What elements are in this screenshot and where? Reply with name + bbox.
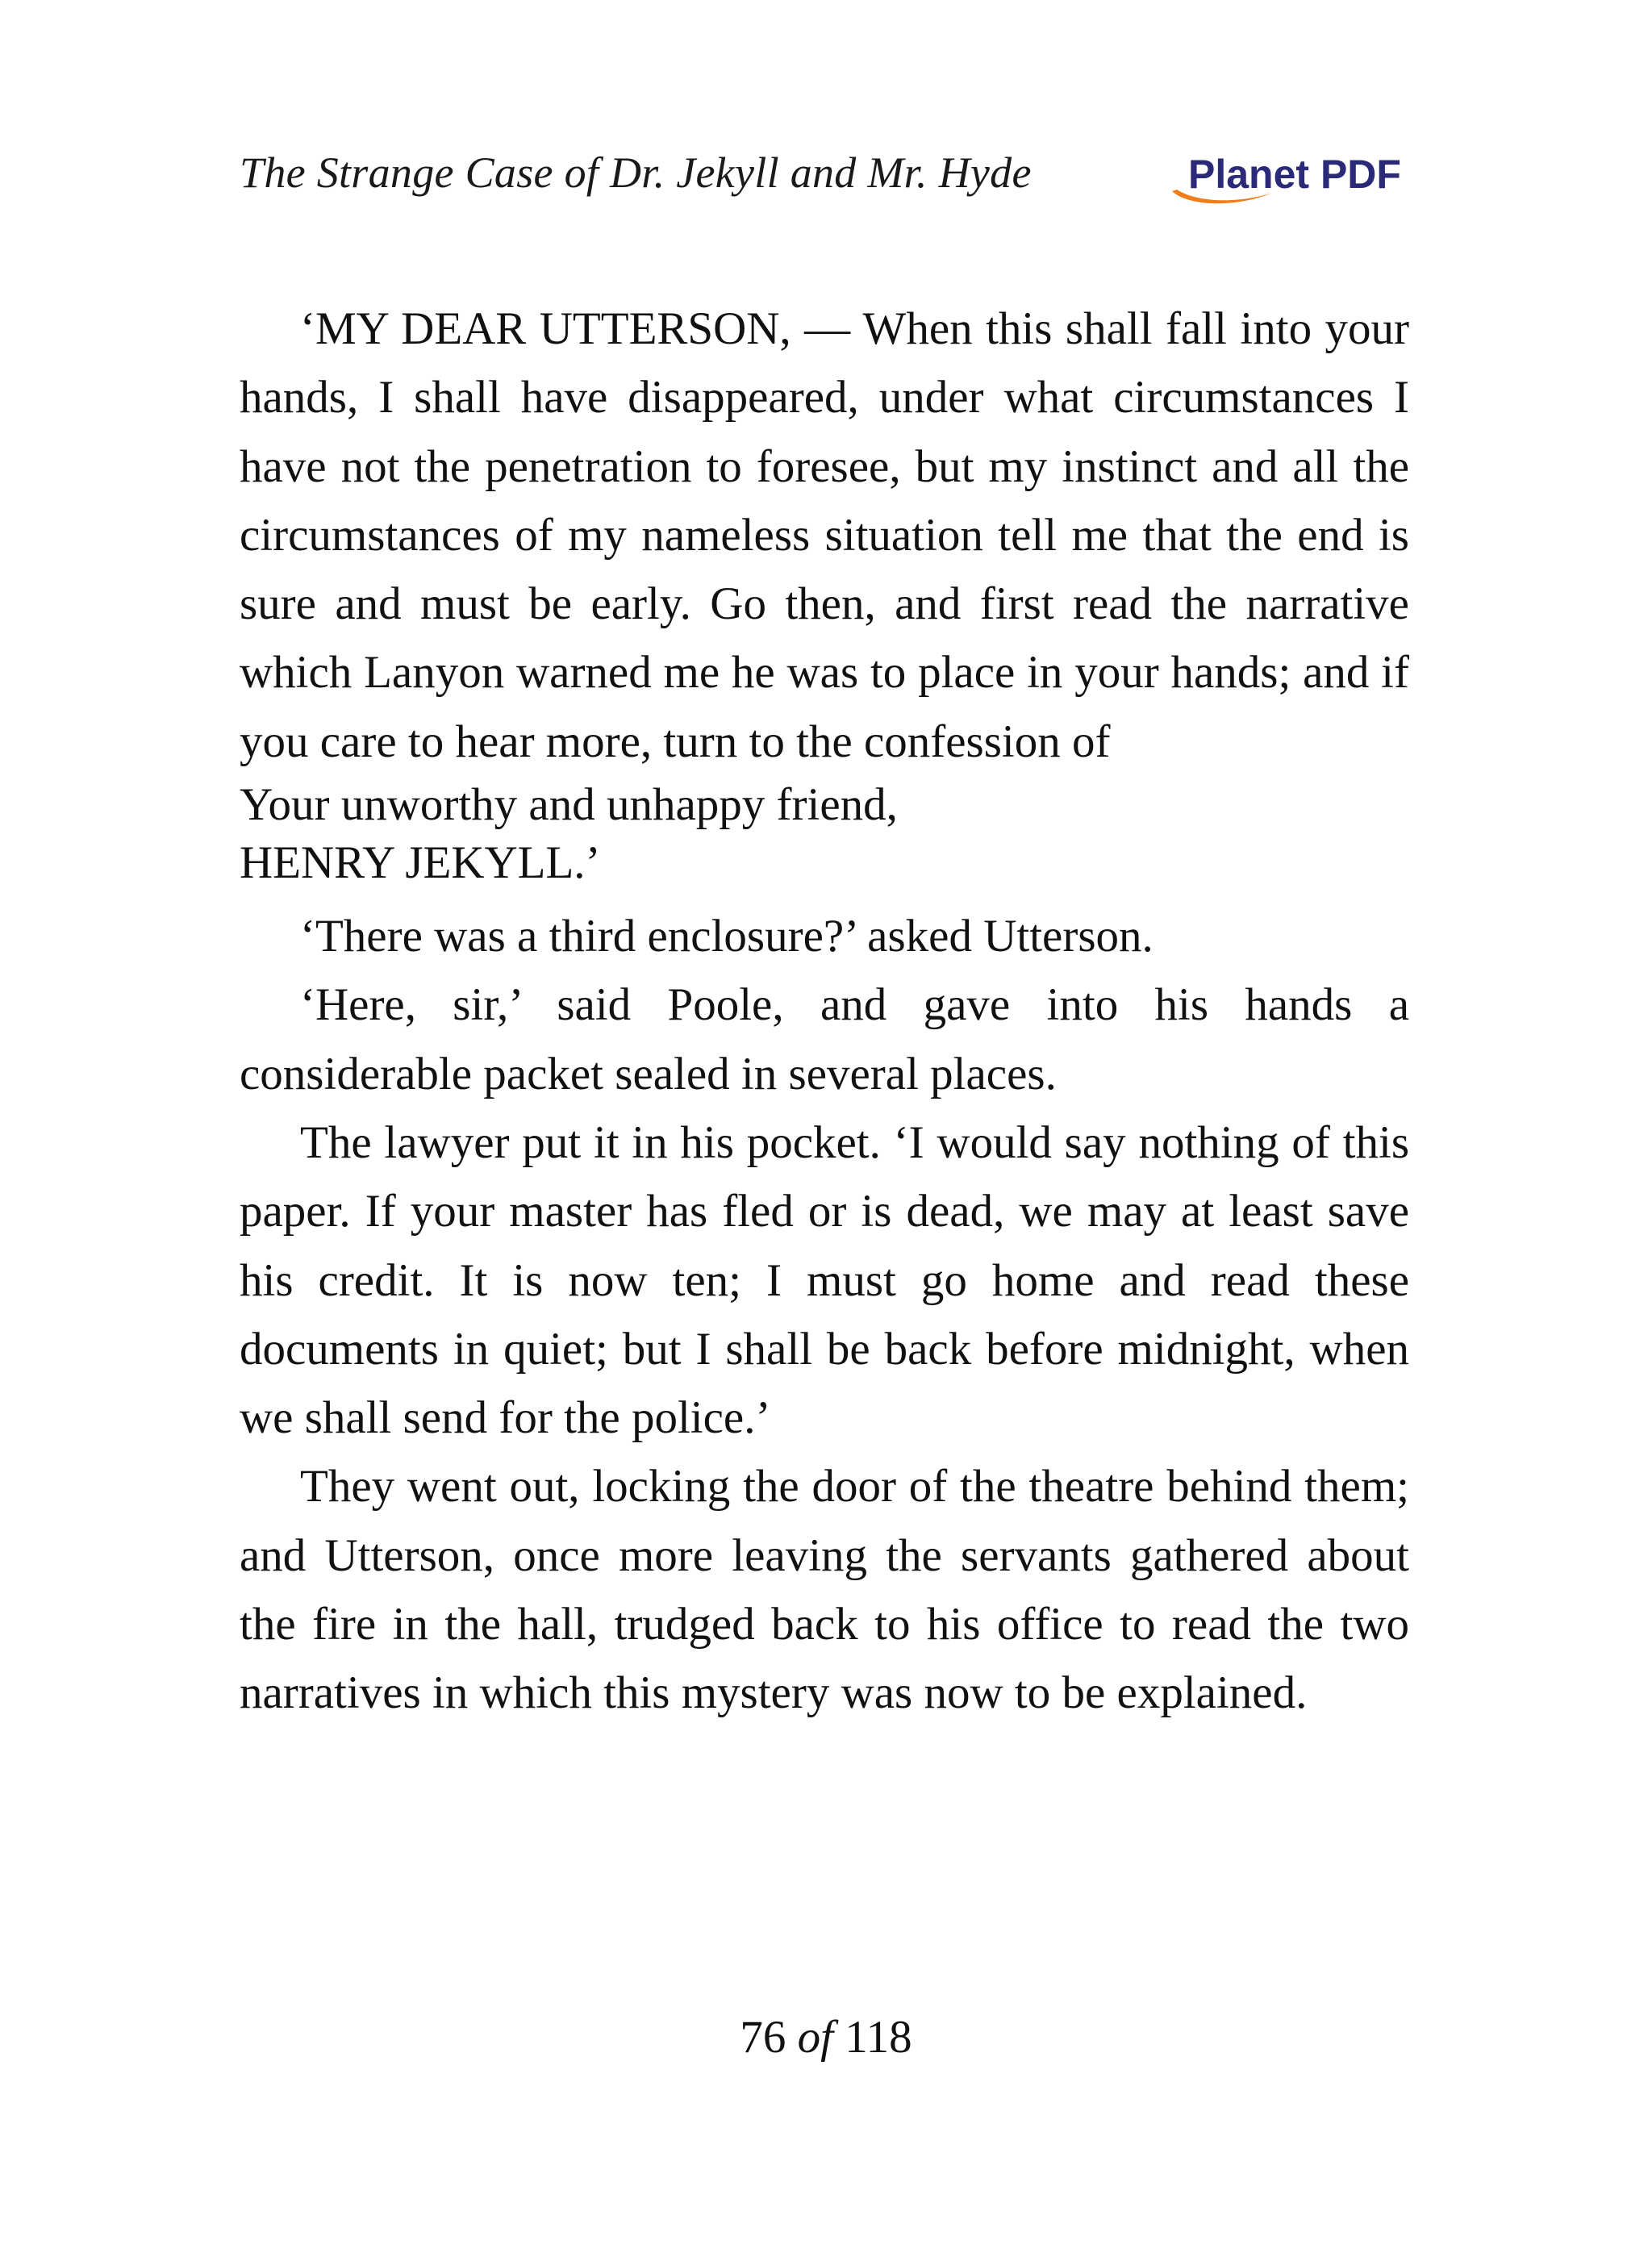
page-of-label: of bbox=[797, 2012, 833, 2063]
paragraph-lawyer-pocket: The lawyer put it in his pocket. ‘I would say nothing of this paper. If your master has fled or is dead, we may at least save his credit. It is now ten; I must go home and read these documents in quiet; but I shall be back before midnight, when we shall send for the police.’ bbox=[240, 1116, 1409, 1444]
paragraph-went-out: They went out, locking the door of the theatre behind them; and Utterson, once more leaving the servants gathered about the fire in the hall, trudged back to his office to read the two narratives in which this mystery was now to be explained. bbox=[240, 1461, 1409, 1719]
signature-line-closing: Your unworthy and unhappy friend, bbox=[240, 779, 898, 831]
planet-pdf-logo[interactable] bbox=[1166, 149, 1420, 214]
signature-line-name: HENRY JEKYLL.’ bbox=[240, 837, 601, 889]
paragraph-third-enclosure: ‘There was a third enclosure?’ asked Utterson. bbox=[300, 911, 1153, 962]
page-body bbox=[240, 294, 1409, 1728]
logo-text: Planet PDF bbox=[1188, 152, 1401, 197]
current-page-number: 76 bbox=[740, 2012, 786, 2063]
paragraph-poole-packet: ‘Here, sir,’ said Poole, and gave into his hands a considerable packet sealed in several places. bbox=[240, 979, 1409, 1099]
total-pages-number: 118 bbox=[845, 2012, 912, 2063]
running-title: The Strange Case of Dr. Jekyll and Mr. Hyde bbox=[240, 148, 1032, 197]
page-number bbox=[0, 2011, 1652, 2063]
letter-paragraph: ‘MY DEAR UTTERSON, — When this shall fall into your hands, I shall have disappeared, under what circumstances I have not the penetration to foresee, but my instinct and all the circumstances of my nameless situation tell me that the end is sure and must be early. Go then, and first read the narrative which Lanyon warned me he was to place in your hands; and if you care to hear more, turn to the confession of bbox=[240, 303, 1409, 767]
